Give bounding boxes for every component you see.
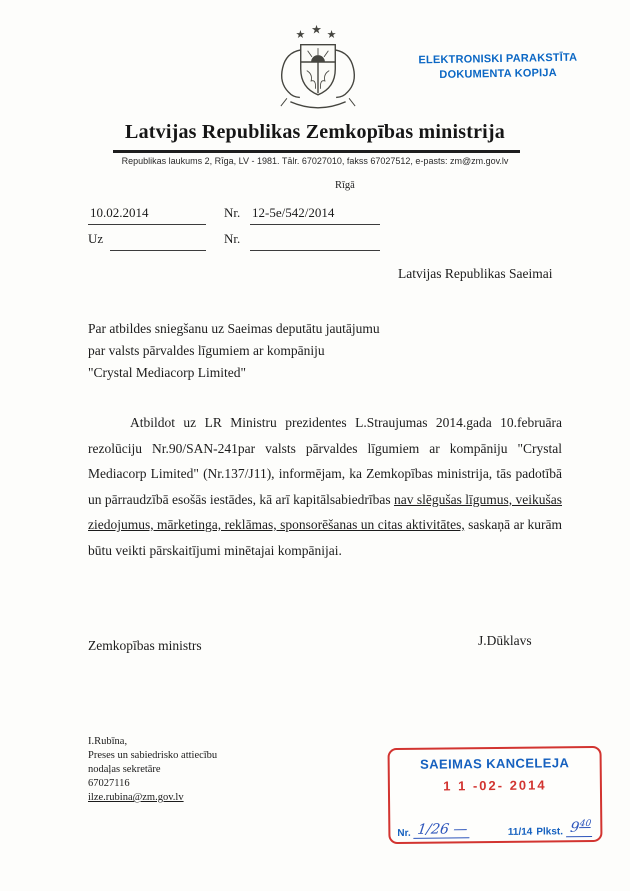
contact-email: ilze.rubina@zm.gov.lv	[88, 792, 184, 803]
header-rule	[113, 150, 520, 153]
body-text-2: saskaņā ar kurām būtu veikti pārskaitījumi minētajai kompānijai.	[88, 517, 562, 558]
svg-text:★: ★	[311, 24, 322, 37]
subject-line3: "Crystal Mediacorp Limited"	[88, 365, 246, 380]
nr-label: Nr.	[224, 205, 241, 220]
body-text-1: Atbildot uz LR Ministru prezidentes L.Straujumas 2014.gada 10.februāra rezolūciju Nr.90/SAN-241par valsts pārvaldes līgumiem ar kompāniju "Crystal Mediacorp Limited" (Nr.137/J11), informējam, ka Zemkopības ministrija, tās padotībā un pārraudzībā esošās iestādes, kā arī kapitālsabiedrības	[88, 415, 562, 507]
subject-line1: Par atbildes sniegšanu uz Saeimas deputātu jautājumu	[88, 321, 380, 336]
stamp-nr-handwritten: 1/26 —	[414, 822, 472, 839]
coat-of-arms-icon	[266, 24, 370, 124]
uz-label: Uz	[88, 231, 104, 246]
uz-blank-underline	[110, 250, 206, 251]
stamp-registration-row	[390, 817, 600, 839]
subject-block	[88, 318, 448, 384]
signer-title: Zemkopības ministrs	[88, 638, 202, 653]
subject-line2: par valsts pārvaldes līgumiem ar kompāniju	[88, 343, 325, 358]
contact-block	[88, 735, 217, 805]
svg-text:★: ★	[326, 28, 337, 41]
contact-role-line2: nodaļas sekretāre	[88, 764, 161, 775]
stamp-title: SAEIMAS KANCELEJA	[420, 755, 570, 772]
svg-text:★: ★	[295, 28, 306, 41]
body-paragraph	[88, 410, 562, 563]
estamp-line2: DOKUMENTA KOPIJA	[439, 66, 557, 82]
saeima-registry-stamp	[388, 746, 603, 844]
number-underline	[250, 224, 380, 225]
ministry-title: Latvijas Republikas Zemkopības ministrija	[125, 121, 505, 143]
recipient: Latvijas Republikas Saeimai	[398, 266, 553, 281]
ministry-address: Republikas laukums 2, Rīga, LV - 1981. Tālr. 67027010, fakss 67027512, e-pasts: zm@zm.gov.lv	[121, 156, 509, 166]
letter-date: 10.02.2014	[90, 205, 149, 220]
contact-phone: 67027116	[88, 778, 130, 789]
stamp-date: 1 1 -02- 2014	[443, 777, 547, 794]
body-text-underlined: nav slēgušas līgumus, veikušas ziedojumus, mārketinga, reklāmas, sponsorēšanas un citas aktivitātes,	[88, 491, 562, 532]
nr-blank-underline	[250, 250, 380, 251]
nr-label-2: Nr.	[224, 231, 241, 246]
date-underline	[88, 224, 206, 225]
city-line: Rīgā	[335, 180, 355, 191]
contact-name: I.Rubīna,	[88, 736, 128, 747]
signer-name: J.Dūklavs	[478, 633, 532, 648]
stamp-nr-label: Nr.	[397, 827, 411, 840]
stamp-session-number: 11/14	[507, 826, 533, 838]
stamp-plkst-label: Plkst.	[536, 826, 564, 838]
stamp-time-handwritten: $9^{40}$	[566, 817, 595, 837]
contact-role-line1: Preses un sabiedrisko attiecību	[88, 750, 218, 761]
electronic-signature-note	[396, 50, 600, 84]
letter-number: 12-5e/542/2014	[252, 205, 335, 220]
estamp-line1: ELEKTRONISKI PARAKSTĪTA	[418, 51, 578, 67]
